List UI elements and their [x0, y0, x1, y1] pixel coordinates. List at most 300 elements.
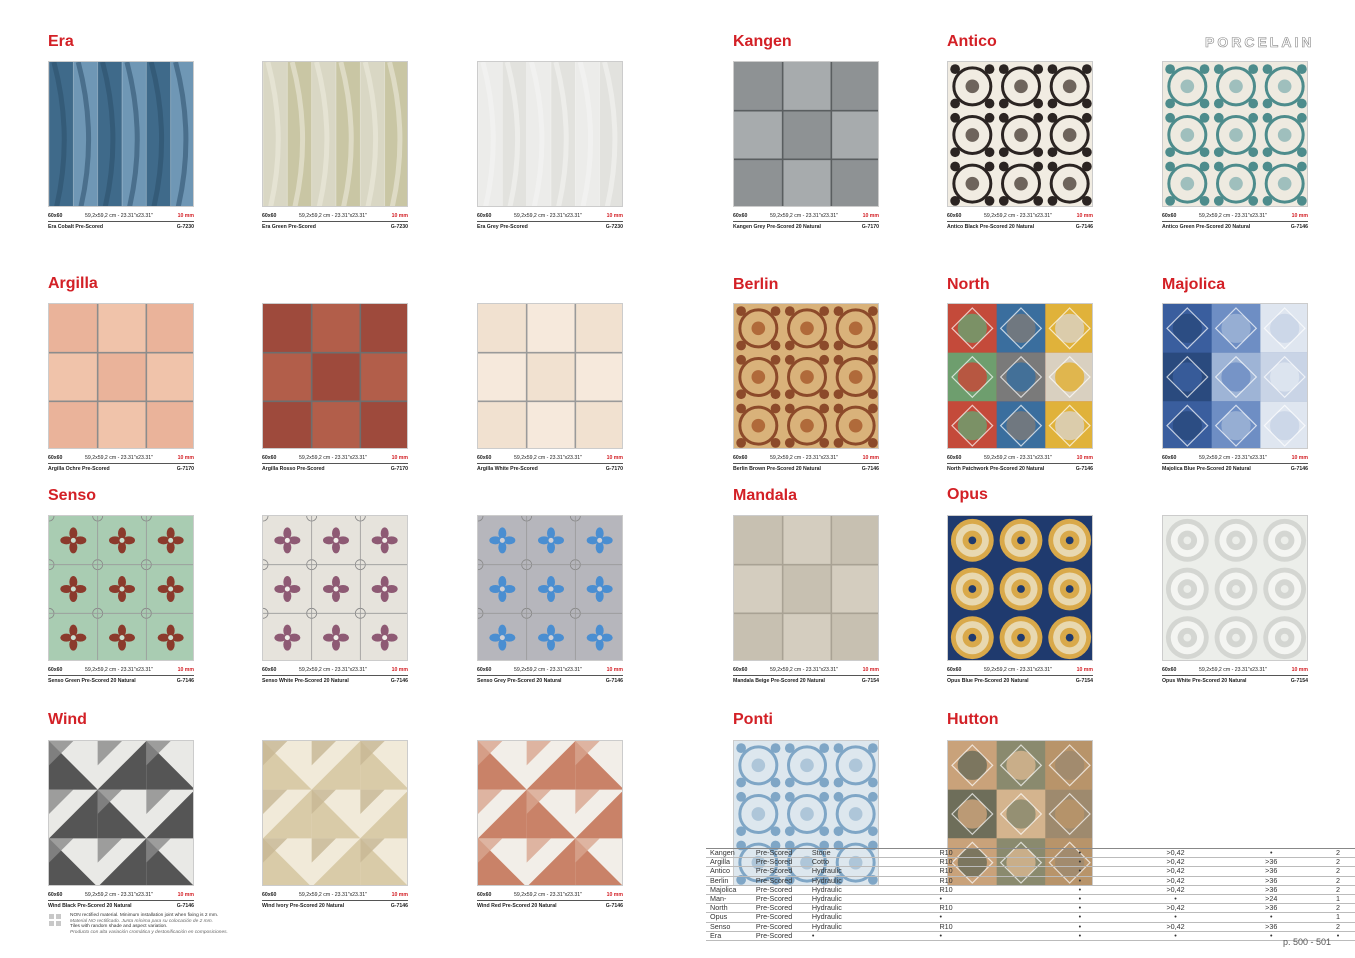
- divider: [947, 221, 1093, 222]
- tile-thickness: 10 mm: [1076, 213, 1093, 219]
- tile-swatch: [262, 61, 408, 207]
- spec-cell: Kangen: [706, 849, 752, 858]
- spec-row: [706, 931, 1355, 940]
- tile-name-row: [1162, 465, 1308, 473]
- tile-thickness: 10 mm: [606, 892, 623, 898]
- tile-format: 60x60: [1162, 455, 1177, 461]
- tile-pattern: [948, 62, 1093, 207]
- tile-swatch: [947, 61, 1093, 207]
- tile-specs-row: [48, 891, 194, 899]
- tile-thickness: 10 mm: [606, 213, 623, 219]
- tile-format: 60x60: [48, 892, 63, 898]
- series-title-senso: Senso: [48, 487, 97, 504]
- tile-code: G-7154: [1075, 678, 1093, 684]
- spec-cell: Pre-Scored: [752, 913, 808, 922]
- tile-dimensions: 59,2x59,2 cm - 23.31"x23.31": [85, 667, 153, 673]
- tile-dimensions: 59,2x59,2 cm - 23.31"x23.31": [770, 455, 838, 461]
- tile-name: Mandala Beige Pre-Scored 20 Natural: [733, 678, 825, 684]
- tile-thickness: 10 mm: [391, 455, 408, 461]
- tile-thickness: 10 mm: [606, 455, 623, 461]
- divider: [733, 463, 879, 464]
- tile-name-row: [262, 223, 408, 231]
- divider: [477, 463, 623, 464]
- spec-cell: •: [1031, 885, 1125, 894]
- tile-swatch: [477, 515, 623, 661]
- tile-dimensions: 59,2x59,2 cm - 23.31"x23.31": [514, 667, 582, 673]
- tile-name: Wind Ivory Pre-Scored 20 Natural: [262, 903, 345, 909]
- tile-pattern: [263, 741, 408, 886]
- tile-specs-row: [477, 891, 623, 899]
- tile-swatch: [477, 303, 623, 449]
- tile-thickness: 10 mm: [862, 455, 879, 461]
- tile-name-row: [733, 677, 879, 685]
- spec-cell: Man-: [706, 895, 752, 904]
- tile-code: G-7170: [176, 466, 194, 472]
- tile-specs-row: [947, 666, 1093, 674]
- spec-cell: Pre-Scored: [752, 858, 808, 867]
- tile-dimensions: 59,2x59,2 cm - 23.31"x23.31": [85, 455, 153, 461]
- tile-specs-row: [733, 666, 879, 674]
- tile-name-row: [48, 465, 194, 473]
- spec-cell: >0,42: [1125, 858, 1223, 867]
- spec-cell: Era: [706, 931, 752, 940]
- tile-swatch: [262, 515, 408, 661]
- tile-format: 60x60: [262, 213, 277, 219]
- spec-cell: R10: [935, 867, 1031, 876]
- series-title-argilla: Argilla: [48, 275, 98, 292]
- tile-pattern: [478, 62, 623, 207]
- tile-name: Kangen Grey Pre-Scored 20 Natural: [733, 224, 821, 230]
- series-title-majolica: Majolica: [1162, 276, 1226, 293]
- tile-dimensions: 59,2x59,2 cm - 23.31"x23.31": [984, 213, 1052, 219]
- tile-pattern: [734, 304, 879, 449]
- tile-name: Wind Red Pre-Scored 20 Natural: [477, 903, 557, 909]
- tile-name: Opus Blue Pre-Scored 20 Natural: [947, 678, 1029, 684]
- tile-specs-row: [947, 212, 1093, 220]
- tile-code: G-7230: [390, 224, 408, 230]
- tile-name: Antico Green Pre-Scored 20 Natural: [1162, 224, 1251, 230]
- tile-thickness: 10 mm: [862, 667, 879, 673]
- note-line: NON rectified material. Minimum installation joint when fixing is 2 mm.: [70, 913, 219, 918]
- tile-swatch: [733, 303, 879, 449]
- note-line: Material NO rectificado. Junta mínima para su colocación de 2 mm.: [70, 918, 213, 924]
- tile-thickness: 10 mm: [177, 667, 194, 673]
- tile-code: G-7146: [1290, 466, 1308, 472]
- spec-cell: Pre-Scored: [752, 849, 808, 858]
- divider: [477, 900, 623, 901]
- tile-thickness: 10 mm: [177, 455, 194, 461]
- tile-pattern: [263, 304, 408, 449]
- tile-thickness: 10 mm: [1076, 455, 1093, 461]
- tile-format: 60x60: [947, 213, 962, 219]
- spec-cell: •: [1031, 867, 1125, 876]
- tile-dimensions: 59,2x59,2 cm - 23.31"x23.31": [1199, 455, 1267, 461]
- spec-row: [706, 922, 1355, 931]
- spec-cell: >36: [1222, 885, 1316, 894]
- spec-cell: •: [1031, 858, 1125, 867]
- series-title-era: Era: [48, 33, 74, 50]
- tile-thickness: 10 mm: [177, 892, 194, 898]
- spec-row: [706, 913, 1355, 922]
- spec-cell: North: [706, 904, 752, 913]
- tile-dimensions: 59,2x59,2 cm - 23.31"x23.31": [299, 667, 367, 673]
- tile-icon: [48, 920, 55, 927]
- tile-code: G-7146: [605, 903, 623, 909]
- spec-cell: •: [1125, 913, 1223, 922]
- divider: [48, 221, 194, 222]
- tile-pattern: [49, 741, 194, 886]
- tile-swatch: [48, 303, 194, 449]
- series-title-north: North: [947, 276, 990, 293]
- tile-specs-row: [48, 212, 194, 220]
- tile-name-row: [947, 223, 1093, 231]
- spec-cell: Pre-Scored: [752, 904, 808, 913]
- tile-pattern: [478, 516, 623, 661]
- spec-cell: >0,42: [1125, 849, 1223, 858]
- tile-dimensions: 59,2x59,2 cm - 23.31"x23.31": [514, 213, 582, 219]
- spec-cell: Hydraulic: [808, 904, 932, 913]
- tile-swatch: [262, 303, 408, 449]
- tile-code: G-7146: [861, 466, 879, 472]
- series-title-kangen: Kangen: [733, 33, 792, 50]
- tile-pattern: [734, 516, 879, 661]
- spec-cell: R10: [935, 849, 1031, 858]
- tile-code: G-7154: [1290, 678, 1308, 684]
- tile-dimensions: 59,2x59,2 cm - 23.31"x23.31": [984, 455, 1052, 461]
- spec-cell: >0,42: [1125, 922, 1223, 931]
- divider: [48, 900, 194, 901]
- tile-specs-row: [733, 212, 879, 220]
- tile-format: 60x60: [477, 892, 492, 898]
- tile-name: Senso White Pre-Scored 20 Natural: [262, 678, 349, 684]
- series-title-opus: Opus: [947, 486, 988, 503]
- spec-row: [706, 885, 1355, 894]
- divider: [477, 221, 623, 222]
- spec-cell: 1: [1316, 913, 1355, 922]
- tile-format: 60x60: [48, 667, 63, 673]
- tile-name-row: [477, 677, 623, 685]
- tile-name: Era Green Pre-Scored: [262, 224, 316, 230]
- spec-cell: 2: [1316, 876, 1355, 885]
- tile-format: 60x60: [733, 667, 748, 673]
- tile-format: 60x60: [48, 455, 63, 461]
- divider: [262, 900, 408, 901]
- tile-thickness: 10 mm: [1291, 667, 1308, 673]
- tile-name-row: [262, 677, 408, 685]
- tile-pattern: [948, 304, 1093, 449]
- tile-name-row: [947, 465, 1093, 473]
- spec-cell: >0,42: [1125, 876, 1223, 885]
- tile-swatch: [733, 515, 879, 661]
- spec-cell: •: [935, 895, 1031, 904]
- divider: [1162, 463, 1308, 464]
- divider: [733, 221, 879, 222]
- tile-dimensions: 59,2x59,2 cm - 23.31"x23.31": [770, 213, 838, 219]
- tile-dimensions: 59,2x59,2 cm - 23.31"x23.31": [299, 892, 367, 898]
- tile-swatch: [477, 740, 623, 886]
- tile-dimensions: 59,2x59,2 cm - 23.31"x23.31": [770, 667, 838, 673]
- divider: [1162, 221, 1308, 222]
- tile-name-row: [477, 465, 623, 473]
- tile-specs-row: [48, 666, 194, 674]
- tile-name: Era Cobalt Pre-Scored: [48, 224, 104, 230]
- tile-format: 60x60: [947, 667, 962, 673]
- tile-code: G-7154: [861, 678, 879, 684]
- spec-cell: 2: [1316, 922, 1355, 931]
- tile-name-row: [48, 677, 194, 685]
- tile-thickness: 10 mm: [606, 667, 623, 673]
- tile-name-row: [48, 223, 194, 231]
- tile-name: Senso Grey Pre-Scored 20 Natural: [477, 678, 562, 684]
- spec-cell: Antico: [706, 867, 752, 876]
- tile-code: G-7146: [176, 678, 194, 684]
- tile-name: Argilla Rosso Pre-Scored: [262, 466, 325, 472]
- series-title-antico: Antico: [947, 33, 997, 50]
- tile-swatch: [48, 61, 194, 207]
- spec-cell: •: [1125, 931, 1223, 940]
- spec-cell: Pre-Scored: [752, 895, 808, 904]
- tile-specs-row: [1162, 454, 1308, 462]
- spec-cell: Pre-Scored: [752, 931, 808, 940]
- tile-name: Era Grey Pre-Scored: [477, 224, 528, 230]
- tile-format: 60x60: [48, 213, 63, 219]
- spec-cell: •: [1031, 913, 1125, 922]
- spec-cell: >36: [1222, 876, 1316, 885]
- tile-thickness: 10 mm: [391, 892, 408, 898]
- tile-format: 60x60: [1162, 213, 1177, 219]
- tile-icon: [48, 913, 55, 920]
- tile-format: 60x60: [733, 455, 748, 461]
- spec-cell: Hydraulic: [808, 922, 932, 931]
- spec-cell: >36: [1222, 904, 1316, 913]
- tile-name: Argilla White Pre-Scored: [477, 466, 538, 472]
- tile-swatch: [733, 61, 879, 207]
- spec-cell: •: [1316, 931, 1355, 940]
- spec-cell: Hydraulic: [808, 895, 932, 904]
- spec-cell: Majolica: [706, 885, 752, 894]
- spec-cell: 2: [1316, 904, 1355, 913]
- tile-name: Berlin Brown Pre-Scored 20 Natural: [733, 466, 821, 472]
- tile-dimensions: 59,2x59,2 cm - 23.31"x23.31": [299, 455, 367, 461]
- tile-pattern: [478, 741, 623, 886]
- tile-code: G-7230: [605, 224, 623, 230]
- spec-cell: Hydraulic: [808, 913, 932, 922]
- spec-cell: 2: [1316, 858, 1355, 867]
- tile-swatch: [262, 740, 408, 886]
- spec-cell: Senso: [706, 922, 752, 931]
- spec-cell: 2: [1316, 849, 1355, 858]
- spec-cell: Hydraulic: [808, 876, 932, 885]
- tile-name: Senso Green Pre-Scored 20 Natural: [48, 678, 136, 684]
- spec-cell: •: [1031, 895, 1125, 904]
- tile-dimensions: 59,2x59,2 cm - 23.31"x23.31": [514, 455, 582, 461]
- spec-row: [706, 849, 1355, 858]
- spec-cell: •: [935, 931, 1031, 940]
- tile-code: G-7146: [1075, 224, 1093, 230]
- tile-format: 60x60: [262, 455, 277, 461]
- tile-specs-row: [477, 666, 623, 674]
- tile-code: G-7170: [390, 466, 408, 472]
- tile-specs-row: [1162, 212, 1308, 220]
- tile-code: G-7170: [861, 224, 879, 230]
- tile-name: Majolica Blue Pre-Scored 20 Natural: [1162, 466, 1251, 472]
- brand-wordmark: PORCELAIN: [1205, 34, 1315, 50]
- spec-cell: Berlin: [706, 876, 752, 885]
- tile-pattern: [263, 516, 408, 661]
- spec-cell: •: [1222, 931, 1316, 940]
- tile-swatch: [947, 515, 1093, 661]
- spec-row: [706, 858, 1355, 867]
- tile-name: Argilla Ochre Pre-Scored: [48, 466, 110, 472]
- spec-cell: •: [1031, 904, 1125, 913]
- tile-format: 60x60: [1162, 667, 1177, 673]
- tile-icon: [55, 920, 62, 927]
- series-title-mandala: Mandala: [733, 487, 798, 504]
- spec-cell: •: [1222, 849, 1316, 858]
- tile-code: G-7146: [390, 678, 408, 684]
- tile-dimensions: 59,2x59,2 cm - 23.31"x23.31": [85, 892, 153, 898]
- tile-thickness: 10 mm: [177, 213, 194, 219]
- tile-dimensions: 59,2x59,2 cm - 23.31"x23.31": [514, 892, 582, 898]
- tile-specs-row: [477, 454, 623, 462]
- tile-name-row: [48, 902, 194, 910]
- note-line: Producto con alta variación cromática y destonificación en composiciones.: [70, 929, 228, 935]
- spec-cell: >36: [1222, 858, 1316, 867]
- tile-dimensions: 59,2x59,2 cm - 23.31"x23.31": [1199, 667, 1267, 673]
- tile-pattern: [1163, 304, 1308, 449]
- tile-thickness: 10 mm: [1291, 455, 1308, 461]
- spec-cell: >24: [1222, 895, 1316, 904]
- tile-specs-row: [262, 454, 408, 462]
- tile-name-row: [947, 677, 1093, 685]
- spec-cell: •: [1031, 849, 1125, 858]
- spec-cell: R10: [935, 885, 1031, 894]
- divider: [477, 675, 623, 676]
- spec-cell: R10: [935, 858, 1031, 867]
- tile-thickness: 10 mm: [391, 213, 408, 219]
- spec-cell: •: [1222, 913, 1316, 922]
- spec-cell: •: [935, 913, 1031, 922]
- note-line: Tiles with random shade and aspect variation.: [70, 924, 168, 930]
- series-title-hutton: Hutton: [947, 711, 999, 728]
- tile-dimensions: 59,2x59,2 cm - 23.31"x23.31": [984, 667, 1052, 673]
- tile-name: North Patchwork Pre-Scored 20 Natural: [947, 466, 1045, 472]
- spec-cell: >36: [1222, 867, 1316, 876]
- tile-specs-row: [262, 891, 408, 899]
- tile-specs-row: [262, 666, 408, 674]
- spec-cell: •: [1031, 876, 1125, 885]
- spec-cell: 1: [1316, 895, 1355, 904]
- spec-cell: Cotto: [808, 858, 932, 867]
- tile-swatch: [1162, 61, 1308, 207]
- spec-cell: Hydraulic: [808, 885, 932, 894]
- spec-cell: R10: [935, 904, 1031, 913]
- spec-cell: Pre-Scored: [752, 867, 808, 876]
- tile-thickness: 10 mm: [391, 667, 408, 673]
- tile-swatch: [1162, 303, 1308, 449]
- spec-cell: Pre-Scored: [752, 922, 808, 931]
- tile-swatch: [477, 61, 623, 207]
- series-title-berlin: Berlin: [733, 276, 779, 293]
- page-number: p. 500 - 501: [1282, 937, 1331, 947]
- series-title-wind: Wind: [48, 711, 87, 728]
- spec-row: [706, 904, 1355, 913]
- tile-pattern: [1163, 62, 1308, 207]
- tile-specs-row: [262, 212, 408, 220]
- spec-cell: R10: [935, 922, 1031, 931]
- tile-pattern: [734, 62, 879, 207]
- spec-cell: 2: [1316, 885, 1355, 894]
- spec-cell: >0,42: [1125, 904, 1223, 913]
- tile-name: Opus White Pre-Scored 20 Natural: [1162, 678, 1247, 684]
- tile-name: Antico Black Pre-Scored 20 Natural: [947, 224, 1035, 230]
- tile-name-row: [733, 465, 879, 473]
- tile-name-row: [262, 465, 408, 473]
- spec-cell: >0,42: [1125, 885, 1223, 894]
- spec-cell: •: [1125, 895, 1223, 904]
- tile-name-row: [477, 223, 623, 231]
- tile-swatch: [48, 740, 194, 886]
- divider: [733, 675, 879, 676]
- tile-format: 60x60: [262, 892, 277, 898]
- spec-cell: R10: [935, 876, 1031, 885]
- spec-row: [706, 895, 1355, 904]
- tile-format: 60x60: [947, 455, 962, 461]
- tile-code: G-7146: [605, 678, 623, 684]
- spec-cell: Pre-Scored: [752, 885, 808, 894]
- tile-thickness: 10 mm: [1291, 213, 1308, 219]
- spec-table: [706, 848, 1355, 941]
- tile-code: G-7230: [176, 224, 194, 230]
- tile-code: G-7170: [605, 466, 623, 472]
- spec-cell: >36: [1222, 922, 1316, 931]
- tile-pattern: [263, 62, 408, 207]
- tile-pattern: [49, 516, 194, 661]
- tile-thickness: 10 mm: [1076, 667, 1093, 673]
- spec-cell: 2: [1316, 867, 1355, 876]
- tile-pattern: [49, 304, 194, 449]
- divider: [1162, 675, 1308, 676]
- tile-icon: [55, 913, 62, 920]
- tile-code: G-7146: [390, 903, 408, 909]
- spec-row: [706, 876, 1355, 885]
- tile-thickness: 10 mm: [862, 213, 879, 219]
- tile-name-row: [733, 223, 879, 231]
- tile-name: Wind Black Pre-Scored 20 Natural: [48, 903, 132, 909]
- tile-name-row: [477, 902, 623, 910]
- tile-dimensions: 59,2x59,2 cm - 23.31"x23.31": [85, 213, 153, 219]
- spec-cell: Pre-Scored: [752, 876, 808, 885]
- tile-format: 60x60: [477, 213, 492, 219]
- tile-name-row: [262, 902, 408, 910]
- spec-cell: •: [1031, 922, 1125, 931]
- tile-format: 60x60: [477, 667, 492, 673]
- spec-row: [706, 867, 1355, 876]
- divider: [947, 463, 1093, 464]
- tile-pattern: [1163, 516, 1308, 661]
- divider: [48, 675, 194, 676]
- divider: [48, 463, 194, 464]
- spec-cell: Stone: [808, 849, 932, 858]
- spec-cell: >0,42: [1125, 867, 1223, 876]
- tile-specs-row: [733, 454, 879, 462]
- spec-cell: •: [1031, 931, 1125, 940]
- tile-specs-row: [477, 212, 623, 220]
- tile-format: 60x60: [477, 455, 492, 461]
- tile-swatch: [48, 515, 194, 661]
- tile-pattern: [478, 304, 623, 449]
- tile-dimensions: 59,2x59,2 cm - 23.31"x23.31": [299, 213, 367, 219]
